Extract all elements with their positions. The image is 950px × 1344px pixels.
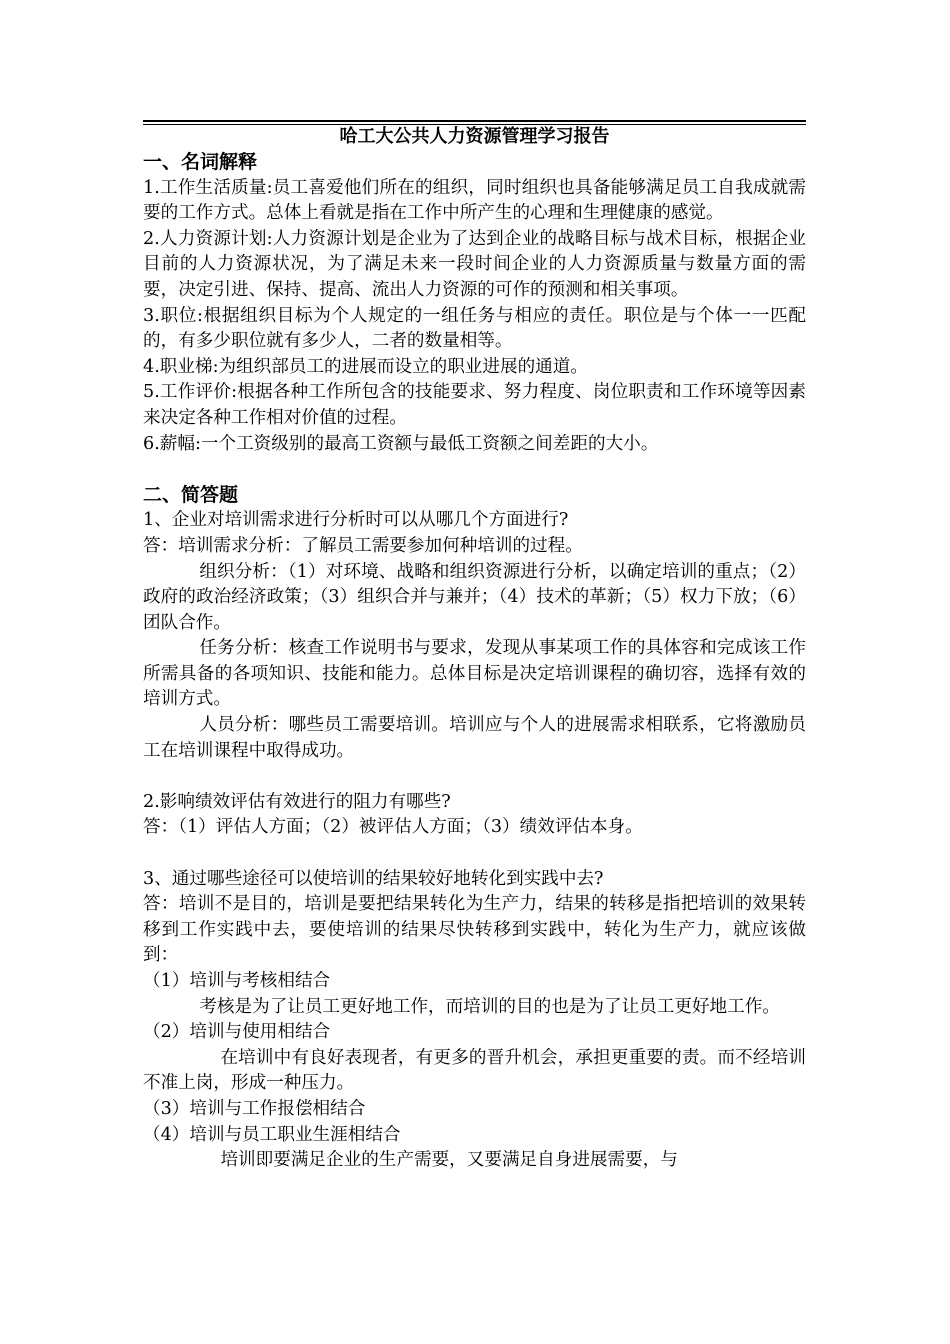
answer-3-point-1-title: （1）培训与考核相结合 <box>143 971 331 991</box>
answer-3-point-4-title: （4）培训与员工职业生涯相结合 <box>143 1124 401 1145</box>
blank-line <box>143 841 806 867</box>
blank-line <box>143 764 806 790</box>
section-heading-terms: 一、名词解释 <box>143 151 258 173</box>
header-rule-thick <box>143 120 806 122</box>
term-item: 3.职位:根据组织目标为个人规定的一组任务与相应的责任。职位是与个体一一匹配的，有多少职位就有多少人，二者的数量相等。 <box>143 305 806 352</box>
document-body <box>143 124 806 1174</box>
term-item: 2.人力资源计划:人力资源计划是企业为了达到企业的战略目标与战术目标，根据企业目前的人力资源状况，为了满足未来一段时间企业的人力资源质量与数量方面的需要，决定引进、保持、提高、流出人力资源的可作的预测和相关事项。 <box>143 228 806 300</box>
term-item: 1.工作生活质量:员工喜爱他们所在的组织，同时组织也具备能够满足员工自我成就需要的工作方式。总体上看就是指在工作中所产生的心理和生理健康的感觉。 <box>143 177 806 224</box>
answer-3: 答：培训不是目的，培训是要把结果转化为生产力，结果的转移是指把培训的效果转移到工作实践中去，要使培训的结果尽快转移到实践中，转化为生产力，就应该做到： <box>143 894 806 966</box>
answer-3-point-1-text: 考核是为了让员工更好地工作，而培训的目的也是为了让员工更好地工作。 <box>199 996 780 1017</box>
term-item: 4.职业梯:为组织部员工的进展而设立的职业进展的通道。 <box>143 356 588 377</box>
term-item: 5.工作评价:根据各种工作所包含的技能要求、努力程度、岗位职责和工作环境等因素来决定各种工作相对价值的过程。 <box>143 382 806 428</box>
answer-1: 答：培训需求分析：了解员工需要参加何种培训的过程。 <box>143 535 583 556</box>
answer-1-task-analysis: 任务分析：核查工作说明书与要求，发现从事某项工作的具体容和完成该工作所需具备的各项知识、技能和能力。总体目标是决定培训课程的确切容，选择有效的培训方式。 <box>143 638 806 710</box>
blank-line <box>143 457 806 483</box>
answer-3-point-2-title: （2）培训与使用相结合 <box>143 1022 331 1043</box>
question-2: 2.影响绩效评估有效进行的阻力有哪些? <box>143 791 451 812</box>
term-item: 6.薪幅:一个工资级别的最高工资额与最低工资额之间差距的大小。 <box>143 433 659 454</box>
answer-1-person-analysis: 人员分析：哪些员工需要培训。培训应与个人的进展需求相联系，它将激励员工在培训课程中取得成功。 <box>143 715 806 761</box>
document-title: 哈工大公共人力资源管理学习报告 <box>339 126 610 147</box>
answer-3-point-2-text: 在培训中有良好表现者，有更多的晋升机会，承担更重要的责。而不经培训不准上岗，形成一种压力。 <box>143 1047 806 1094</box>
question-3: 3、通过哪些途径可以使培训的结果较好地转化到实践中去? <box>143 868 604 889</box>
answer-3-point-4-text: 培训即要满足企业的生产需要，又要满足自身进展需要，与 <box>220 1150 678 1171</box>
section-heading-short-answers: 二、简答题 <box>143 483 239 506</box>
question-1: 1、企业对培训需求进行分析时可以从哪几个方面进行? <box>143 510 569 531</box>
answer-1-org-analysis: 组织分析：（1）对环境、战略和组织资源进行分析，以确定培训的重点；（2）政府的政治经济政策；（3）组织合并与兼并；（4）技术的革新；（5）权力下放；（6）团队合作。 <box>143 561 806 633</box>
answer-2: 答：（1）评估人方面；（2）被评估人方面；（3）绩效评估本身。 <box>143 817 643 838</box>
answer-3-point-3-title: （3）培训与工作报偿相结合 <box>143 1098 366 1119</box>
